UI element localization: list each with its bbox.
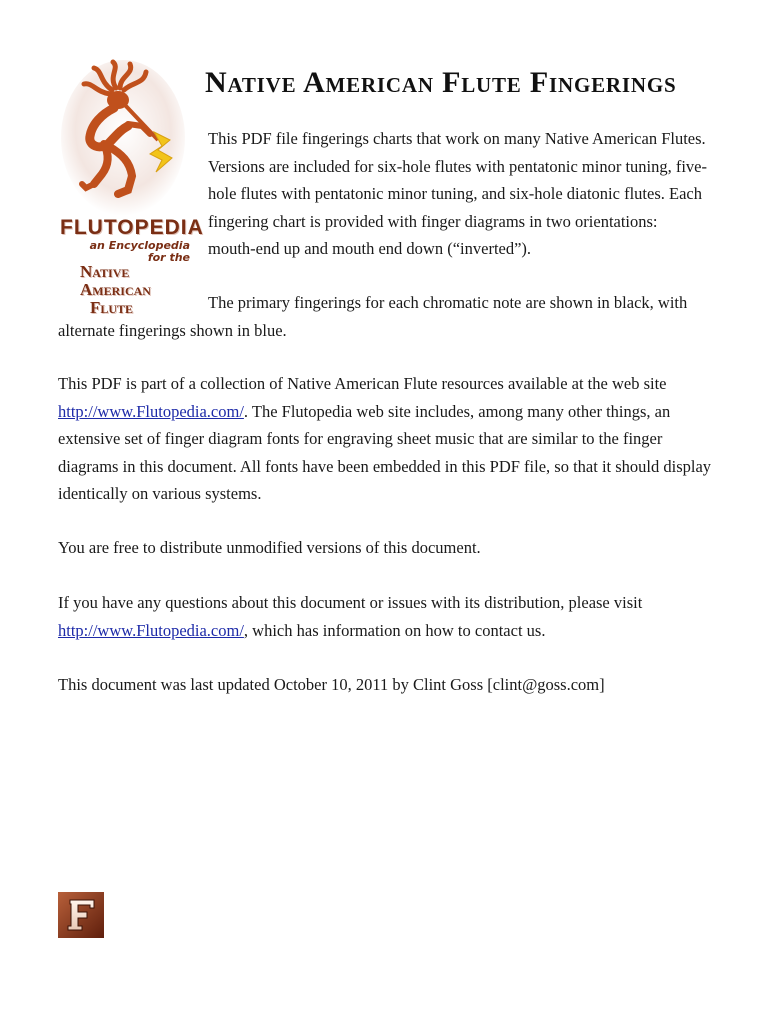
logo-native: Native xyxy=(80,262,130,281)
updated-paragraph: This document was last updated October 10, 2011 by Clint Goss [clint@goss.com] xyxy=(58,675,605,694)
flutopedia-link[interactable]: http://www.Flutopedia.com/ xyxy=(58,401,244,421)
logo-subtitle: an Encyclopedia xyxy=(89,239,190,252)
distribution-paragraph: You are free to distribute unmodified versions of this document. xyxy=(58,538,481,557)
logo-subtitle-for: for the xyxy=(147,251,190,264)
logo-brand: FLUTOPEDIA xyxy=(60,216,204,239)
color-note-paragraph xyxy=(58,289,718,344)
color-note-text: The primary fingerings for each chromatic note are shown in black, with alternate fingerings shown in blue. xyxy=(58,293,688,340)
logo-american: American xyxy=(80,280,151,299)
intro-paragraph: This PDF file fingerings charts that work on many Native American Flutes. Versions are included for six-hole flutes with pentatonic minor tuning, five-hole flutes with pentatonic minor tuning, and six-hole diatonic flutes. Each fingering chart is provided with finger diagrams in two orientations: mouth-end up and mouth end down (“inverted”). xyxy=(208,129,708,258)
flutopedia-f-icon xyxy=(58,892,104,938)
collection-paragraph xyxy=(58,370,718,508)
collection-text-start: This PDF is part of a collection of Native American Flute resources available at the web site xyxy=(58,374,667,393)
contact-link[interactable]: http://www.Flutopedia.com/ xyxy=(58,620,244,640)
page-title: Native American Flute Fingerings xyxy=(205,66,677,99)
contact-text-start: If you have any questions about this document or issues with its distribution, please visit xyxy=(58,593,643,612)
contact-text-end: , which has information on how to contact us. xyxy=(243,620,546,640)
collection-text-end: . The Flutopedia web site includes, among many other things, an extensive set of finger diagram fonts for engraving sheet music that are similar to the finger diagrams in this document. All fonts have been embedded in this PDF file, so that it should display identically on various systems. xyxy=(58,401,712,503)
logo-flute: Flute xyxy=(90,298,134,317)
contact-paragraph xyxy=(58,589,718,644)
flutopedia-logo xyxy=(58,58,204,317)
kokopelli-icon xyxy=(58,58,188,218)
